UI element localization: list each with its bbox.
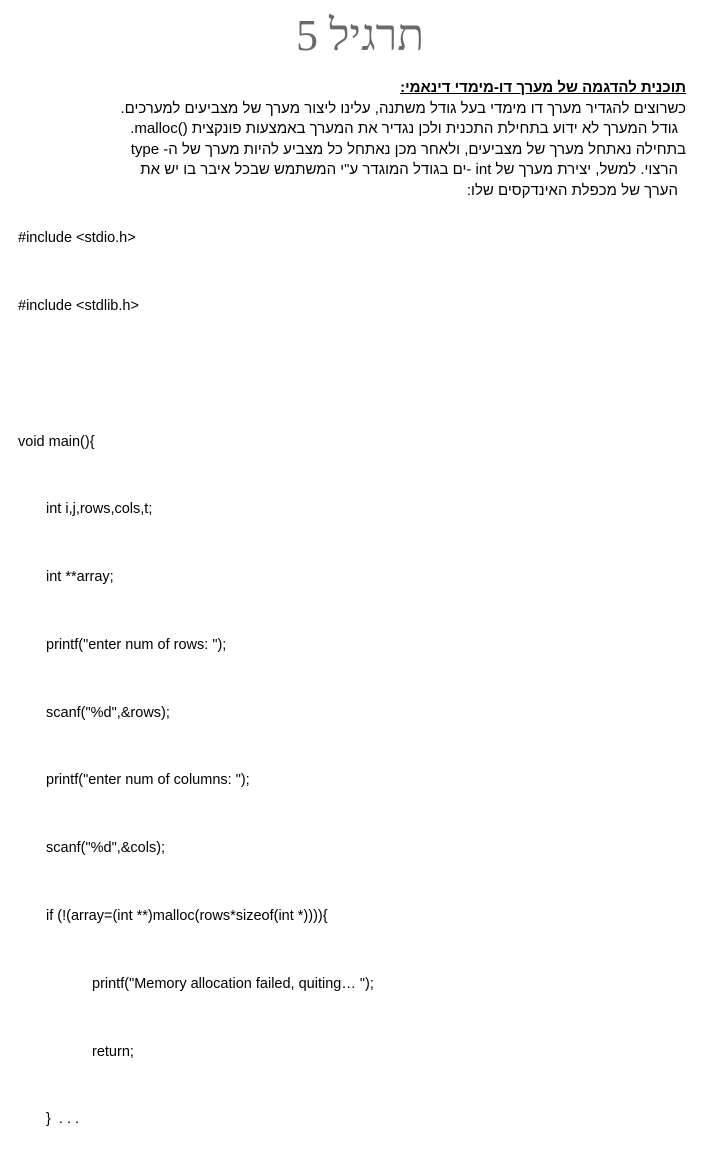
- explanation-heading: תוכנית להדגמה של מערך דו-מימדי דינאמי:: [400, 79, 686, 96]
- code-line-nested: return;: [92, 1043, 134, 1060]
- code-line: int i,j,rows,cols,t;: [46, 501, 153, 518]
- code-line: printf("enter num of columns: ");: [46, 772, 250, 789]
- explanation-line: הערך של מכפלת האינדקסים שלו:: [466, 181, 678, 199]
- code-line-include: #include <stdio.h>: [18, 230, 136, 247]
- slide-title: תרגיל 5: [295, 11, 425, 60]
- code-line-closing: } . . .: [46, 1111, 80, 1128]
- code-line: int **array;: [46, 569, 114, 586]
- code-line-include: #include <stdlib.h>: [18, 297, 139, 314]
- explanation-line: כשרוצים להגדיר מערך דו מימדי בעל גודל משתנה, עלינו ליצור מערך של מצביעים למערכים.: [120, 99, 686, 117]
- explanation-line: בתחילה נאתחל מערך של מצביעים, ולאחר מכן נאתחל כל מצביע להיות מערך של ה- type: [130, 140, 686, 158]
- code-line: printf("enter num of rows: ");: [46, 636, 227, 653]
- explanation-line: גודל המערך לא ידוע בתחילת התכנית ולכן נגדיר את המערך באמצעות פונקצית ()malloc.: [130, 120, 678, 137]
- code-line: if (!(array=(int **)malloc(rows*sizeof(int *)))){: [46, 908, 328, 924]
- code-line-nested: printf("Memory allocation failed, quiting… ");: [92, 975, 374, 992]
- code-listing: [18, 182, 708, 1154]
- code-line: scanf("%d",&rows);: [46, 704, 170, 721]
- code-blank-line: [18, 363, 708, 386]
- explanation-line: הרצוי. למשל, יצירת מערך של int -ים בגודל המוגדר ע"י המשתמש שבכל איבר בו יש את: [140, 161, 678, 178]
- code-line-main: void main(){: [18, 433, 95, 450]
- code-line: scanf("%d",&cols);: [46, 840, 166, 857]
